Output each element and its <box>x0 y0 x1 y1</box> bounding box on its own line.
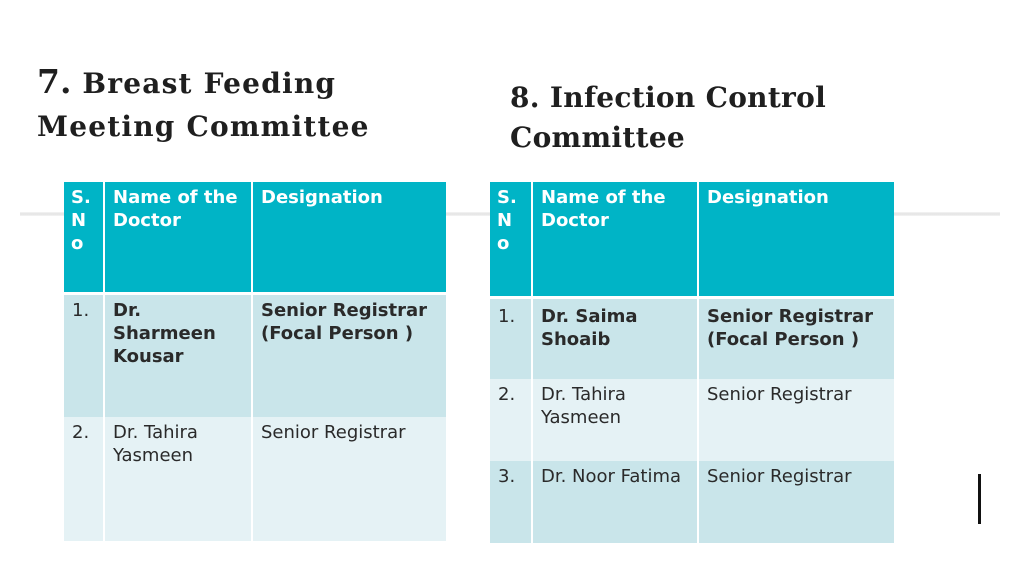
title-number: 8. <box>510 81 540 114</box>
table-row <box>64 417 446 541</box>
table-header-row <box>64 182 446 293</box>
header-designation: Designation <box>698 182 894 297</box>
text-cursor <box>978 474 981 524</box>
cell-name: Dr. Noor Fatima <box>532 461 698 543</box>
cell-sno: 1. <box>64 293 104 417</box>
cell-name: Dr. Sharmeen Kousar <box>104 293 252 417</box>
cell-designation: Senior Registrar <box>252 417 446 541</box>
cell-sno: 3. <box>490 461 532 543</box>
table-header-row <box>490 182 894 297</box>
breast-feeding-committee-table <box>64 182 446 541</box>
header-sno: S. N o <box>64 182 104 293</box>
cell-name: Dr. Tahira Yasmeen <box>532 379 698 461</box>
table-row <box>64 293 446 417</box>
cell-sno: 2. <box>64 417 104 541</box>
cell-name: Dr. Saima Shoaib <box>532 297 698 379</box>
title-number: 7. <box>37 62 72 101</box>
cell-name: Dr. Tahira Yasmeen <box>104 417 252 541</box>
cell-designation: Senior Registrar <box>698 461 894 543</box>
header-designation: Designation <box>252 182 446 293</box>
table-row <box>490 379 894 461</box>
cell-designation: Senior Registrar (Focal Person ) <box>698 297 894 379</box>
cell-sno: 2. <box>490 379 532 461</box>
cell-designation: Senior Registrar (Focal Person ) <box>252 293 446 417</box>
cell-sno: 1. <box>490 297 532 379</box>
table-row <box>490 461 894 543</box>
header-name: Name of the Doctor <box>104 182 252 293</box>
cell-designation: Senior Registrar <box>698 379 894 461</box>
infection-control-committee-table <box>490 182 894 543</box>
title-infection-control-committee <box>510 78 1010 158</box>
header-sno: S. N o <box>490 182 532 297</box>
title-breast-feeding-committee <box>37 60 477 148</box>
header-name: Name of the Doctor <box>532 182 698 297</box>
title-text: Infection Control Committee <box>510 81 827 154</box>
table-row <box>490 297 894 379</box>
title-text: Breast Feeding Meeting Committee <box>37 67 370 143</box>
